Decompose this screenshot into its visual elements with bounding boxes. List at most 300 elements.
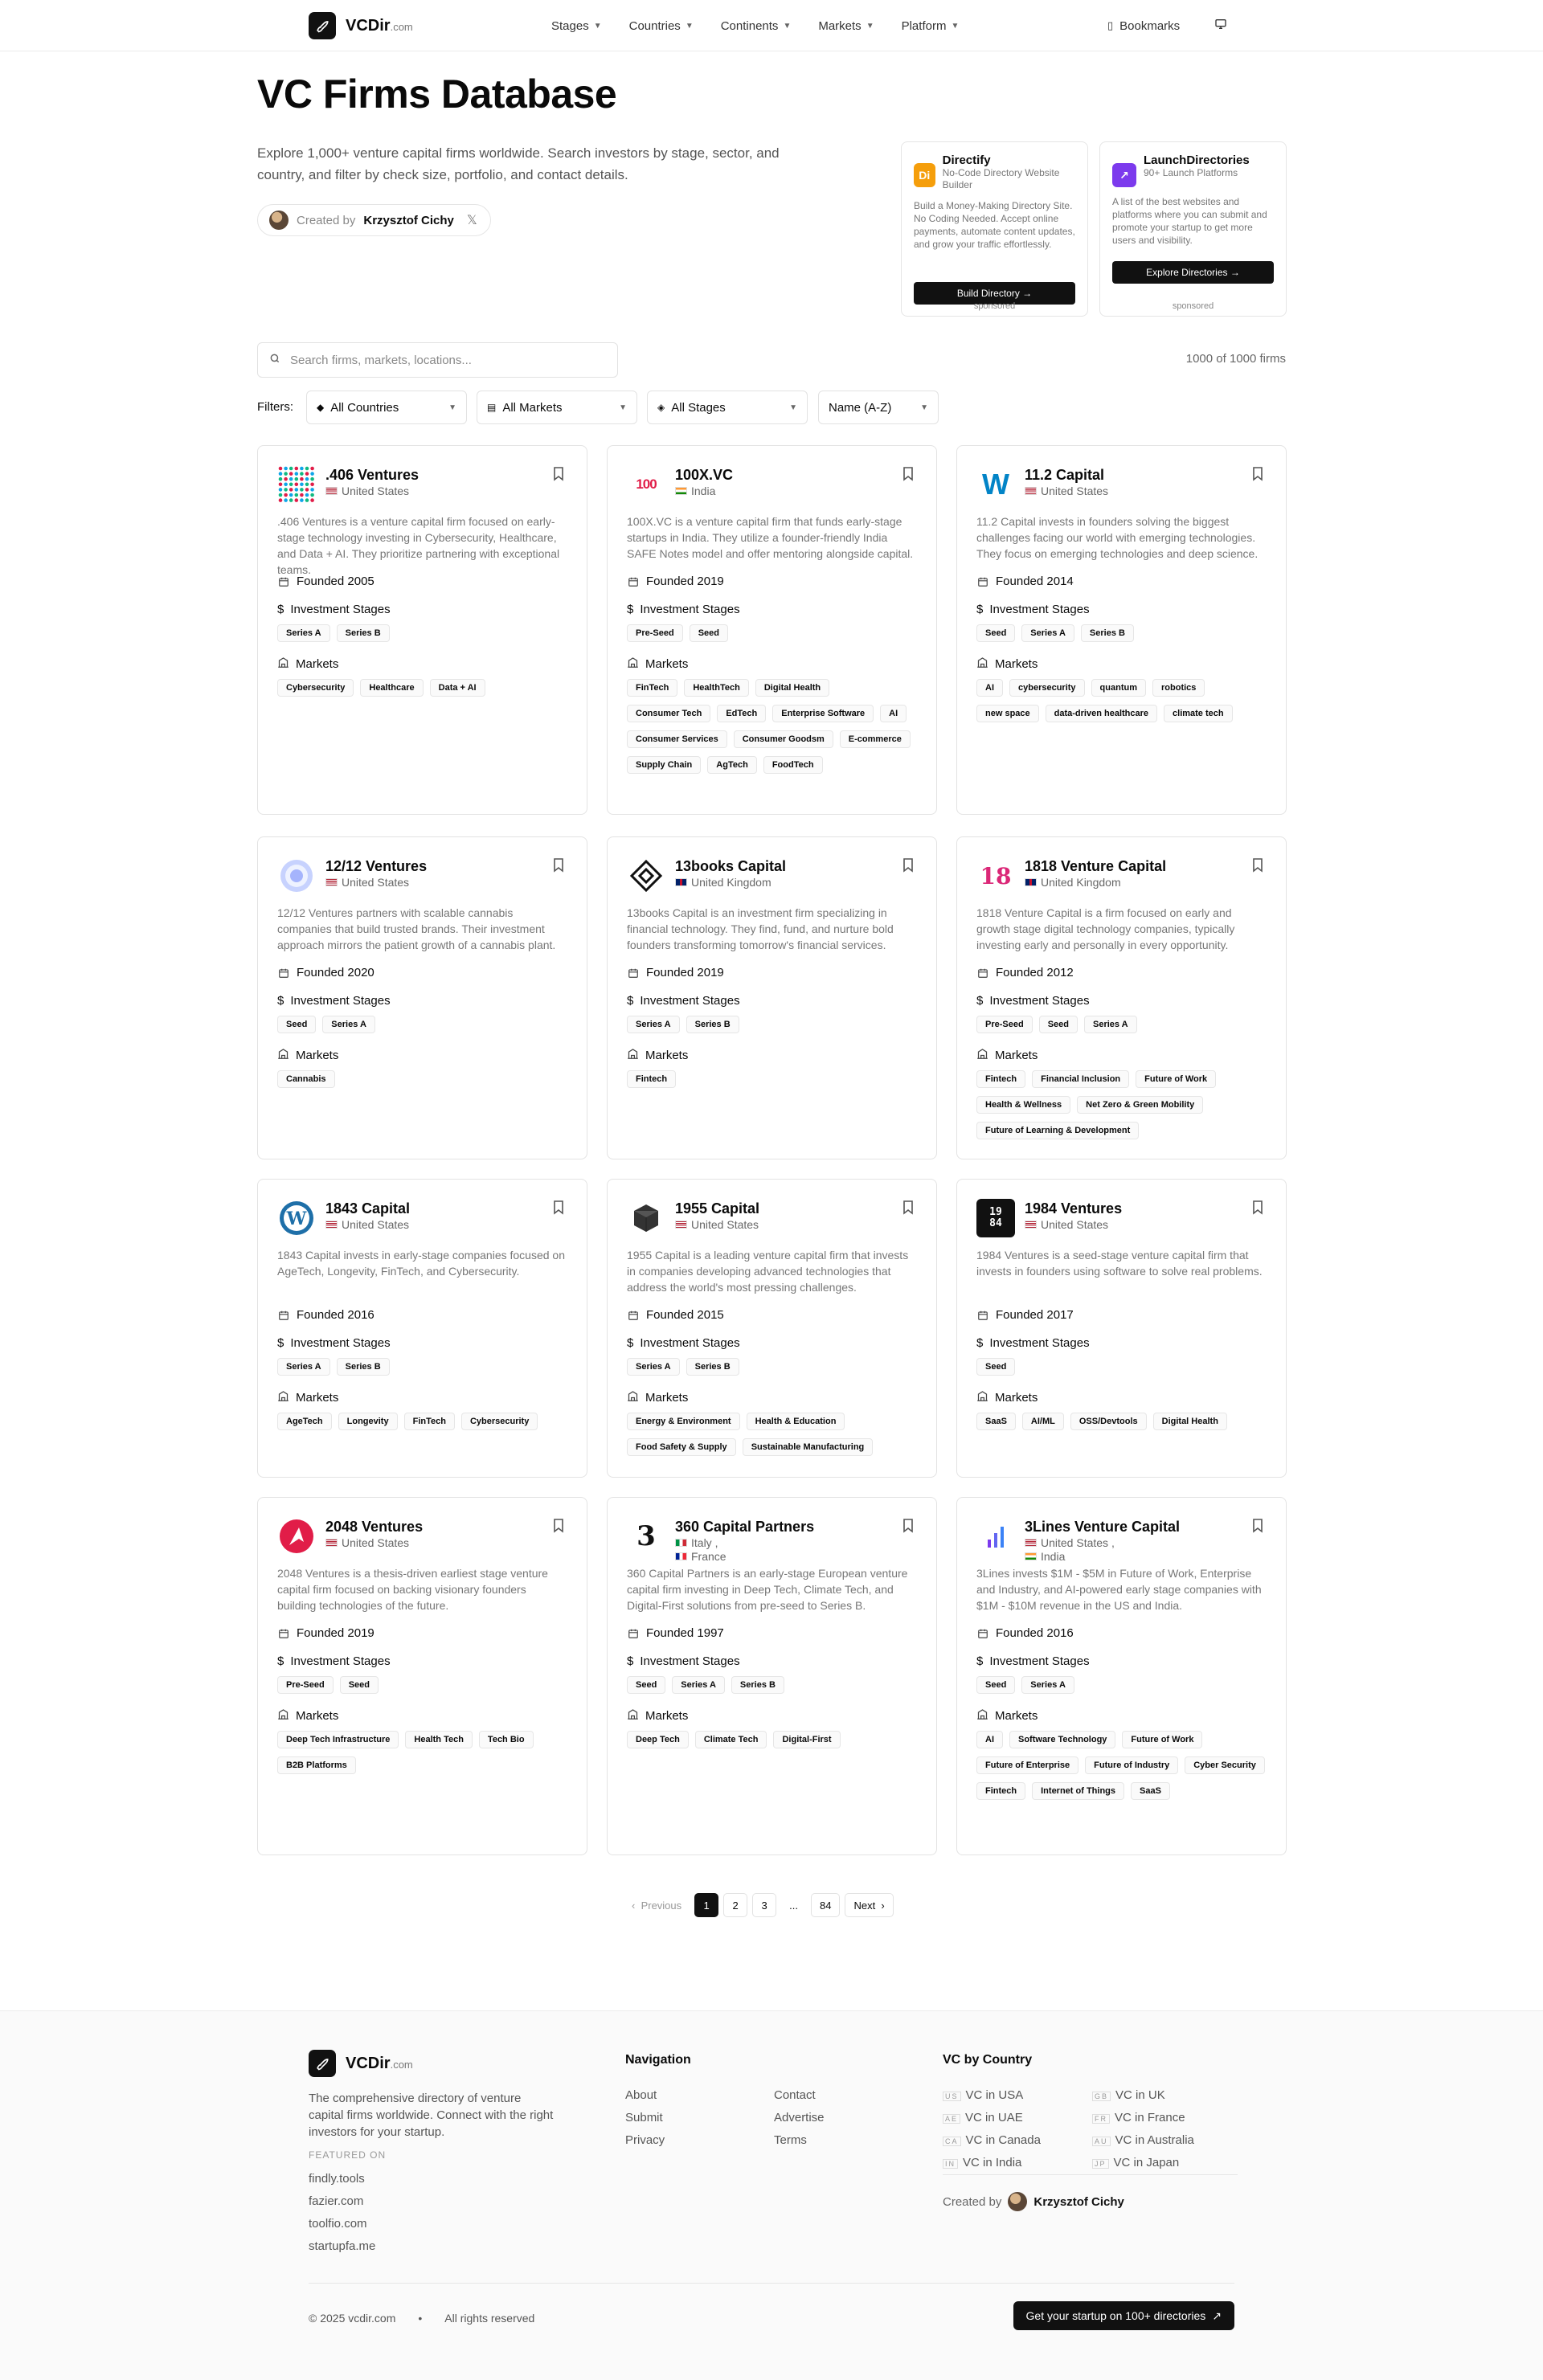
flag-icon — [675, 878, 687, 886]
markets-heading: Markets — [995, 1390, 1038, 1405]
firm-country: India — [1041, 1550, 1066, 1563]
sort-select[interactable]: Name (A-Z) ▼ — [818, 391, 939, 424]
3lines-logo-icon — [976, 1517, 1015, 1556]
calendar-icon — [627, 575, 640, 588]
chevron-down-icon: ▼ — [783, 21, 792, 31]
rocket-icon — [309, 12, 336, 39]
firm-country: United States — [342, 876, 410, 889]
stage-chip[interactable]: Series A — [277, 1358, 330, 1376]
next-page-button[interactable]: Next › — [845, 1893, 893, 1917]
market-chip[interactable]: robotics — [1152, 679, 1205, 697]
markets-heading: Markets — [995, 1048, 1038, 1062]
stage-chip[interactable]: Pre-Seed — [627, 624, 683, 642]
firm-description: 1984 Ventures is a seed-stage venture capital firm that invests in founders using software to solve real problems. — [976, 1249, 1263, 1278]
market-chips — [627, 1413, 917, 1456]
stage-chip[interactable]: Series B — [1081, 624, 1134, 642]
footer-link-privacy[interactable]: Privacy — [625, 2133, 665, 2147]
market-chip[interactable]: Future of Work — [1136, 1070, 1216, 1088]
firm-name[interactable]: 2048 Ventures — [325, 1519, 424, 1535]
stage-chip[interactable]: Series B — [337, 624, 390, 642]
firm-name[interactable]: 12/12 Ventures — [325, 858, 428, 874]
firm-founded: Founded 2005 — [297, 575, 374, 588]
featured-link[interactable]: findly.tools — [309, 2172, 365, 2186]
market-chip[interactable]: Data + AI — [430, 679, 485, 697]
100x-logo-icon: 100 — [627, 465, 665, 504]
firm-founded: Founded 1997 — [646, 1626, 724, 1640]
bookmark-icon[interactable] — [1252, 858, 1263, 872]
country-link-canada[interactable]: CA VC in Canada — [943, 2133, 1041, 2156]
market-chips — [627, 679, 917, 774]
stage-chips — [627, 624, 917, 642]
stage-chip[interactable]: Series A — [627, 1016, 680, 1033]
market-chip[interactable]: AI — [976, 1731, 1003, 1748]
building-icon: ▤ — [487, 402, 497, 413]
footer-brand-logo[interactable]: VCDir.com — [309, 2050, 413, 2077]
market-chip[interactable]: Health & Wellness — [976, 1096, 1070, 1114]
firm-name[interactable]: 1984 Ventures — [1025, 1200, 1123, 1217]
layers-icon: ◈ — [657, 402, 665, 413]
firm-card[interactable] — [607, 1179, 937, 1478]
footer-nav-col2 — [774, 2088, 825, 2156]
footer-creator[interactable]: Created by Krzysztof Cichy — [943, 2192, 1124, 2211]
page-1-button[interactable]: 1 — [694, 1893, 718, 1917]
market-chip[interactable]: Future of Work — [1122, 1731, 1202, 1748]
search-input[interactable] — [257, 342, 618, 378]
bookmark-icon[interactable] — [553, 1519, 564, 1532]
stages-heading: Investment Stages — [290, 994, 391, 1008]
flag-icon — [325, 1221, 338, 1229]
market-chips — [976, 679, 1267, 722]
chevron-down-icon: ▼ — [619, 403, 627, 412]
firm-name[interactable]: 11.2 Capital — [1025, 467, 1105, 483]
calendar-icon — [627, 1627, 640, 1640]
market-chips — [976, 1413, 1267, 1430]
dollar-icon: $ — [976, 994, 984, 1008]
stage-chip[interactable]: Series B — [686, 1016, 739, 1033]
stage-chips — [277, 624, 567, 642]
cube-logo-icon — [627, 1199, 665, 1237]
bookmark-icon[interactable] — [902, 1519, 914, 1532]
firm-name[interactable]: 1818 Venture Capital — [1025, 858, 1167, 874]
firm-name[interactable]: 13books Capital — [675, 858, 787, 874]
dollar-icon: $ — [976, 1336, 984, 1350]
explore-directories-button[interactable]: Explore Directories → — [1112, 261, 1274, 284]
sponsor-card-launchdirectories[interactable]: ↗ LaunchDirectories 90+ Launch Platforms A list of the best websites and platforms where you can submit and promote your startup to get more users and visibility. Explore Directories → sponsored — [1099, 141, 1287, 317]
dollar-icon: $ — [627, 1654, 634, 1668]
markets-heading: Markets — [645, 1708, 689, 1723]
stage-chip[interactable]: Seed — [976, 624, 1015, 642]
flag-icon — [325, 878, 338, 886]
market-chips — [277, 1731, 567, 1774]
market-chip[interactable]: Future of Industry — [1085, 1756, 1178, 1774]
firm-country: United States — [342, 1536, 410, 1549]
markets-heading: Markets — [296, 1708, 339, 1723]
building-icon — [976, 1048, 988, 1062]
market-chip[interactable]: Future of Enterprise — [976, 1756, 1078, 1774]
bookmark-icon[interactable] — [1252, 467, 1263, 480]
stage-chip[interactable]: Series A — [1021, 624, 1074, 642]
markets-heading: Markets — [296, 1390, 339, 1405]
firm-card[interactable] — [257, 1179, 587, 1478]
stage-chip[interactable]: Pre-Seed — [277, 1676, 334, 1694]
theme-toggle-button[interactable] — [1214, 0, 1227, 51]
stage-chip[interactable]: Series A — [627, 1358, 680, 1376]
firm-country: United States , — [1041, 1536, 1115, 1549]
search-icon — [269, 353, 280, 367]
firm-country: France — [691, 1550, 726, 1563]
country-link-uae[interactable]: AE VC in UAE — [943, 2111, 1041, 2133]
market-chips — [976, 1731, 1267, 1800]
market-chip[interactable]: Future of Learning & Development — [976, 1122, 1139, 1139]
market-chip[interactable]: Cyber Security — [1185, 1756, 1265, 1774]
page-title: VC Firms Database — [257, 72, 617, 117]
market-chip[interactable]: Internet of Things — [1032, 1782, 1124, 1800]
market-chip[interactable]: E-commerce — [840, 730, 911, 748]
bookmark-icon[interactable] — [553, 467, 564, 480]
firm-card[interactable] — [956, 445, 1287, 815]
stage-chips — [976, 1358, 1267, 1376]
flag-icon — [1025, 1539, 1037, 1547]
firm-description: 3Lines invests $1M - $5M in Future of Work, Enterprise and Industry, and AI-powered early stage companies with $1M - $10M revenue in the US and India. — [976, 1567, 1262, 1612]
calendar-icon — [277, 967, 290, 979]
dollar-icon: $ — [976, 603, 984, 616]
stages-heading: Investment Stages — [989, 1336, 1090, 1350]
market-chip[interactable]: Climate Tech — [695, 1731, 767, 1748]
market-chip[interactable]: Supply Chain — [627, 756, 701, 774]
diamond-logo-icon — [627, 857, 665, 895]
stage-chip[interactable]: Seed — [976, 1676, 1015, 1694]
market-chip[interactable]: Cannabis — [277, 1070, 335, 1088]
stage-chip[interactable]: Series B — [337, 1358, 390, 1376]
stage-chip[interactable]: Seed — [340, 1676, 379, 1694]
firm-country: United States — [691, 1218, 759, 1231]
market-chip[interactable]: Consumer Services — [627, 730, 727, 748]
nav-stages[interactable]: Stages ▼ — [551, 18, 602, 33]
country-filter-select[interactable]: ◆ All Countries ▼ — [306, 391, 467, 424]
markets-heading: Markets — [296, 656, 339, 671]
firm-country: Italy , — [691, 1536, 718, 1549]
brand-logo[interactable] — [309, 12, 413, 39]
stage-chip[interactable]: Seed — [277, 1016, 316, 1033]
stages-heading: Investment Stages — [640, 603, 740, 616]
firm-name[interactable]: 1843 Capital — [325, 1200, 411, 1217]
nav-continents[interactable]: Continents ▼ — [720, 18, 792, 33]
market-chip[interactable]: Fintech — [627, 1070, 676, 1088]
stage-chip[interactable]: Series A — [1021, 1676, 1074, 1694]
building-icon — [277, 656, 289, 671]
flag-icon — [1025, 487, 1037, 495]
page-3-button[interactable]: 3 — [752, 1893, 776, 1917]
market-chip[interactable]: climate tech — [1164, 705, 1233, 722]
market-chip[interactable]: Health Tech — [405, 1731, 473, 1748]
calendar-icon — [627, 1309, 640, 1322]
footer-nav-col1 — [625, 2088, 665, 2156]
market-chip[interactable]: Health & Education — [747, 1413, 845, 1430]
market-chip[interactable]: SaaS — [1131, 1782, 1170, 1800]
stage-chip[interactable]: Series B — [686, 1358, 739, 1376]
firm-name[interactable]: 1955 Capital — [675, 1200, 760, 1217]
stage-chip[interactable]: Seed — [976, 1358, 1015, 1376]
nav-platform[interactable]: Platform ▼ — [901, 18, 960, 33]
firm-card[interactable] — [257, 1497, 587, 1855]
market-chip[interactable]: HealthTech — [684, 679, 748, 697]
flag-icon — [325, 487, 338, 495]
market-chip[interactable]: Consumer Goodsm — [734, 730, 833, 748]
market-chip[interactable]: Sustainable Manufacturing — [743, 1438, 874, 1456]
bookmark-icon[interactable] — [902, 1200, 914, 1214]
market-chip[interactable]: Cybersecurity — [461, 1413, 538, 1430]
firm-card[interactable] — [257, 445, 587, 815]
building-icon — [627, 656, 639, 671]
bookmark-icon[interactable] — [902, 467, 914, 480]
market-chip[interactable]: Food Safety & Supply — [627, 1438, 736, 1456]
footer-link-terms[interactable]: Terms — [774, 2133, 807, 2147]
stage-chip[interactable]: Series A — [277, 624, 330, 642]
firm-card[interactable] — [956, 1179, 1287, 1478]
firm-founded: Founded 2019 — [646, 575, 724, 588]
calendar-icon — [976, 1309, 989, 1322]
firm-country: United Kingdom — [1041, 876, 1121, 889]
stage-chip[interactable]: Series A — [322, 1016, 375, 1033]
footer-link-contact[interactable]: Contact — [774, 2088, 816, 2102]
calendar-icon — [277, 1627, 290, 1640]
market-chip[interactable]: new space — [976, 705, 1039, 722]
market-chip[interactable]: Healthcare — [360, 679, 423, 697]
markets-heading: Markets — [645, 1390, 689, 1405]
firm-founded: Founded 2014 — [996, 575, 1074, 588]
country-link-japan[interactable]: JP VC in Japan — [1092, 2156, 1194, 2178]
country-link-india[interactable]: IN VC in India — [943, 2156, 1041, 2178]
bookmark-icon[interactable] — [902, 858, 914, 872]
market-chip[interactable]: AI — [880, 705, 907, 722]
markets-heading: Markets — [645, 656, 689, 671]
bookmark-icon: ▯ — [1107, 19, 1114, 31]
bookmark-icon[interactable] — [1252, 1519, 1263, 1532]
market-chip[interactable]: quantum — [1091, 679, 1146, 697]
market-chip[interactable]: OSS/Devtools — [1070, 1413, 1147, 1430]
avatar — [269, 211, 289, 230]
market-chip[interactable]: Cybersecurity — [277, 679, 354, 697]
flag-icon — [1025, 1552, 1037, 1560]
market-chip[interactable]: data-driven healthcare — [1046, 705, 1157, 722]
featured-link[interactable]: fazier.com — [309, 2194, 364, 2208]
market-chip[interactable]: FoodTech — [763, 756, 823, 774]
calendar-icon — [277, 575, 290, 588]
country-link-usa[interactable]: US VC in USA — [943, 2088, 1041, 2111]
footer — [0, 2010, 1543, 2380]
bookmark-icon[interactable] — [553, 1200, 564, 1214]
chevron-down-icon: ▼ — [951, 21, 960, 31]
nav-markets[interactable]: Markets ▼ — [818, 18, 874, 33]
footer-link-submit[interactable]: Submit — [625, 2111, 663, 2124]
featured-link[interactable]: startupfa.me — [309, 2239, 376, 2253]
firm-founded: Founded 2019 — [297, 1626, 374, 1640]
page-intro: Explore 1,000+ venture capital firms worldwide. Search investors by stage, sector, and country, and filter by check size, portfolio, and contact details. — [257, 145, 780, 182]
filters-label: Filters: — [257, 400, 293, 414]
bookmark-icon[interactable] — [1252, 1200, 1263, 1214]
calendar-icon — [277, 1309, 290, 1322]
market-chip[interactable]: SaaS — [976, 1413, 1016, 1430]
page-84-button[interactable]: 84 — [811, 1893, 840, 1917]
bookmarks-link[interactable]: ▯ Bookmarks — [1107, 18, 1181, 33]
firm-description: 360 Capital Partners is an early-stage European venture capital firm investing in Deep Tech, Climate Tech, and Digital-First solutions from pre-seed to Series B. — [627, 1567, 908, 1612]
market-chip[interactable]: Software Technology — [1009, 1731, 1115, 1748]
market-chip[interactable]: AI — [976, 679, 1003, 697]
market-chip[interactable]: B2B Platforms — [277, 1756, 356, 1774]
markets-heading: Markets — [645, 1048, 689, 1062]
firm-name[interactable]: 360 Capital Partners — [675, 1519, 815, 1535]
market-chip[interactable]: Fintech — [976, 1782, 1025, 1800]
wordpress-logo-icon — [277, 1199, 316, 1237]
market-chips — [277, 1413, 567, 1430]
country-link-australia[interactable]: AU VC in Australia — [1092, 2133, 1194, 2156]
market-chips — [627, 1070, 917, 1088]
market-chip[interactable]: AgTech — [707, 756, 757, 774]
building-icon — [277, 1048, 289, 1062]
dots-logo-icon — [277, 465, 316, 504]
firm-card[interactable] — [607, 1497, 937, 1855]
market-chip[interactable]: Energy & Environment — [627, 1413, 740, 1430]
stage-chip[interactable]: Seed — [690, 624, 728, 642]
firm-name[interactable]: 100X.VC — [675, 467, 734, 483]
creator-badge[interactable]: Created by Krzysztof Cichy 𝕏 — [257, 204, 491, 236]
chevron-down-icon: ▼ — [789, 403, 797, 412]
market-chip[interactable]: FinTech — [627, 679, 677, 697]
featured-link[interactable]: toolfio.com — [309, 2217, 367, 2231]
monitor-icon — [1214, 18, 1227, 34]
flag-icon — [675, 1552, 687, 1560]
stages-heading: Investment Stages — [989, 1654, 1090, 1668]
bookmark-icon[interactable] — [553, 858, 564, 872]
market-chip[interactable]: cybersecurity — [1009, 679, 1085, 697]
country-link-france[interactable]: FR VC in France — [1092, 2111, 1194, 2133]
stage-chips — [976, 624, 1267, 642]
building-icon — [277, 1390, 289, 1405]
country-link-uk[interactable]: GB VC in UK — [1092, 2088, 1194, 2111]
market-filter-select[interactable]: ▤ All Markets ▼ — [477, 391, 637, 424]
top-navbar — [0, 0, 1543, 51]
market-chip[interactable]: Tech Bio — [479, 1731, 534, 1748]
main-menu — [551, 0, 986, 51]
firm-country: United States — [1041, 1218, 1109, 1231]
stage-chip[interactable]: Series B — [731, 1676, 784, 1694]
footer-description: The comprehensive directory of venture capital firms worldwide. Connect with the right investors for your startup. — [309, 2092, 554, 2139]
nav-countries[interactable]: Countries ▼ — [628, 18, 694, 33]
firm-card[interactable] — [257, 836, 587, 1159]
market-chip[interactable]: Fintech — [976, 1070, 1025, 1088]
market-chip[interactable]: Deep Tech Infrastructure — [277, 1731, 399, 1748]
globe-logo-icon — [277, 857, 316, 895]
market-chip[interactable]: FinTech — [404, 1413, 455, 1430]
market-chip[interactable]: Financial Inclusion — [1032, 1070, 1129, 1088]
w-logo-icon: W — [976, 465, 1015, 504]
flag-icon — [1025, 878, 1037, 886]
flag-icon — [1025, 1221, 1037, 1229]
firm-country: United Kingdom — [691, 876, 772, 889]
stage-filter-select[interactable]: ◈ All Stages ▼ — [647, 391, 808, 424]
stages-heading: Investment Stages — [640, 994, 740, 1008]
flag-icon — [325, 1539, 338, 1547]
firm-founded: Founded 2019 — [646, 966, 724, 979]
firm-description: 1955 Capital is a leading venture capital firm that invests in companies developing advanced technologies that address the world's most pressing challenges. — [627, 1249, 909, 1294]
country-links-col2 — [1092, 2088, 1194, 2178]
dollar-icon: $ — [277, 994, 284, 1008]
firm-description: 11.2 Capital invests in founders solving the biggest challenges facing our world with emerging technologies. They focus on emerging technologies and deep science. — [976, 515, 1259, 560]
flag-icon — [675, 487, 687, 495]
firm-founded: Founded 2017 — [996, 1308, 1074, 1322]
stage-chips — [277, 1358, 567, 1376]
firm-country: India — [691, 485, 716, 497]
market-chip[interactable]: Deep Tech — [627, 1731, 689, 1748]
flag-icon — [675, 1221, 687, 1229]
globe-icon: ◆ — [317, 402, 325, 413]
page-2-button[interactable]: 2 — [723, 1893, 747, 1917]
build-directory-button[interactable]: Build Directory → — [914, 282, 1075, 305]
360-logo-icon: 3 — [627, 1517, 665, 1556]
dollar-icon: $ — [277, 1336, 284, 1350]
stage-chip[interactable]: Seed — [1039, 1016, 1078, 1033]
firm-card[interactable] — [956, 1497, 1287, 1855]
footer-link-advertise[interactable]: Advertise — [774, 2111, 825, 2124]
directify-logo-icon: Di — [914, 163, 935, 187]
firm-card[interactable] — [956, 836, 1287, 1159]
firm-card[interactable] — [607, 445, 937, 815]
market-chip[interactable]: Digital Health — [1153, 1413, 1227, 1430]
firm-country: United States — [342, 1218, 410, 1231]
chevron-down-icon: ▼ — [593, 21, 602, 31]
navigation-heading: Navigation — [625, 2053, 691, 2067]
firm-card[interactable] — [607, 836, 937, 1159]
footer-link-about[interactable]: About — [625, 2088, 657, 2102]
stage-chip[interactable]: Series A — [1084, 1016, 1137, 1033]
stage-chip[interactable]: Pre-Seed — [976, 1016, 1033, 1033]
market-chip[interactable]: Net Zero & Green Mobility — [1077, 1096, 1203, 1114]
markets-heading: Markets — [995, 656, 1038, 671]
firm-founded: Founded 2020 — [297, 966, 374, 979]
sponsor-card-directify[interactable]: Di Directify No-Code Directory Website Builder Build a Money-Making Directory Site. No Coding Needed. Accept online payments, automate content updates, and grow your traffic effortlessly. Build Directory → sponsored — [901, 141, 1088, 317]
market-chip[interactable]: Digital Health — [755, 679, 829, 697]
previous-page-button[interactable]: ‹ Previous — [632, 1899, 682, 1912]
market-chip[interactable]: AgeTech — [277, 1413, 332, 1430]
stages-heading: Investment Stages — [290, 603, 391, 616]
market-chip[interactable]: Consumer Tech — [627, 705, 710, 722]
market-chip[interactable]: Digital-First — [773, 1731, 840, 1748]
stages-heading: Investment Stages — [640, 1336, 740, 1350]
market-chip[interactable]: EdTech — [717, 705, 766, 722]
market-chip[interactable]: Enterprise Software — [772, 705, 874, 722]
stage-chip[interactable]: Series A — [672, 1676, 725, 1694]
2048-logo-icon — [277, 1517, 316, 1556]
get-listed-button[interactable]: Get your startup on 100+ directories ↗ — [1013, 2301, 1234, 2330]
chevron-down-icon: ▼ — [866, 21, 874, 31]
brand-name: VCDir — [346, 16, 391, 35]
firm-country: United States — [342, 485, 410, 497]
market-chip[interactable]: AI/ML — [1022, 1413, 1064, 1430]
firm-name[interactable]: .406 Ventures — [325, 467, 420, 483]
stages-heading: Investment Stages — [290, 1336, 391, 1350]
x-social-icon: 𝕏 — [466, 214, 477, 227]
stage-chips — [277, 1676, 567, 1694]
building-icon — [627, 1708, 639, 1723]
divider — [943, 2174, 1238, 2175]
firm-country: United States — [1041, 485, 1109, 497]
firm-description: 13books Capital is an investment firm specializing in financial technology. They find, fund, and nurture bold founders transforming tomorrow's financial services. — [627, 906, 894, 951]
firm-name[interactable]: 3Lines Venture Capital — [1025, 1519, 1181, 1535]
stage-chip[interactable]: Seed — [627, 1676, 665, 1694]
vc-by-country-heading: VC by Country — [943, 2053, 1033, 2067]
divider — [309, 2283, 1234, 2284]
market-chip[interactable]: Longevity — [338, 1413, 398, 1430]
